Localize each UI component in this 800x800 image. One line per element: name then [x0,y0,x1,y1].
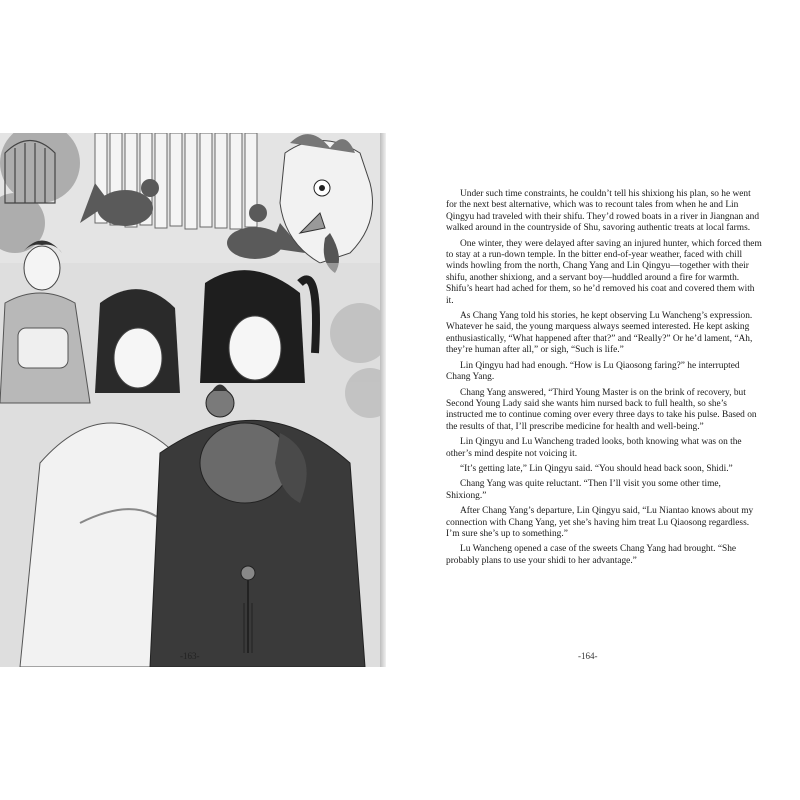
page-number-right: -164- [578,651,598,661]
book-spread [0,133,800,667]
paragraph: After Chang Yang’s departure, Lin Qingyu said, “Lu Niantao knows about my connection with Chang Yang, yet she’s having him treat Lu Qiaosong regardless. I’m sure she’s up to something.” [446,506,754,539]
paragraph: Lu Wancheng opened a case of the sweets Chang Yang had brought. “She probably plans to use your shidi to her advantage.” [446,544,737,566]
paragraph: Under such time constraints, he couldn’t tell his shixiong his plan, so he went for the next best alternative, which was to recount tales from when he and Lin Qingyu had traveled with their shifu. They’d rowed boats in a river in Jiangnan and walked around in the countryside of Shu, savoring authentic treats at local farms. [446,189,760,234]
page-number-left: -163- [180,651,200,661]
right-page [386,133,800,667]
paragraph: Chang Yang answered, “Third Young Master is on the brink of recovery, but Second Young Lady said she wants him nursed back to full health, so she’s instructed me to continue coming over every three days to take his pulse. Based on the results of that, I’ll prescribe medicine for health and well-being.” [446,387,757,432]
text-body [446,189,762,571]
paragraph: “It’s getting late,” Lin Qingyu said. “You should head back soon, Shidi.” [460,463,733,474]
paragraph: Lin Qingyu and Lu Wancheng traded looks, both knowing what was on the other’s mind despite not voicing it. [446,437,742,459]
manga-illustration [0,133,382,667]
paragraph: One winter, they were delayed after saving an injured hunter, which forced them to stay at a run-down temple. In the bitter end-of-year weather, faced with chill winds howling from the north, Chang Yang and Lin Qingyu—together with their shifu, another shixiong, and a servant boy—huddled around a fire for warmth. Shifu’s heart had ached for them, so he’d removed his coat and covered them with it. [446,238,762,306]
paragraph: As Chang Yang told his stories, he kept observing Lu Wancheng’s expression. Whatever he said, the young marquess always seemed interested. He kept asking enthusiastically, “What happened after that?” and “Really?” Or he’d lament, “Ah, they’re human after all,” or sigh, “Such is life.” [446,311,753,356]
paragraph: Chang Yang was quite reluctant. “Then I’ll visit you some other time, Shixiong.” [446,479,721,501]
paragraph: Lin Qingyu had had enough. “How is Lu Qiaosong faring?” he interrupted Chang Yang. [446,360,740,383]
left-page [0,133,382,667]
